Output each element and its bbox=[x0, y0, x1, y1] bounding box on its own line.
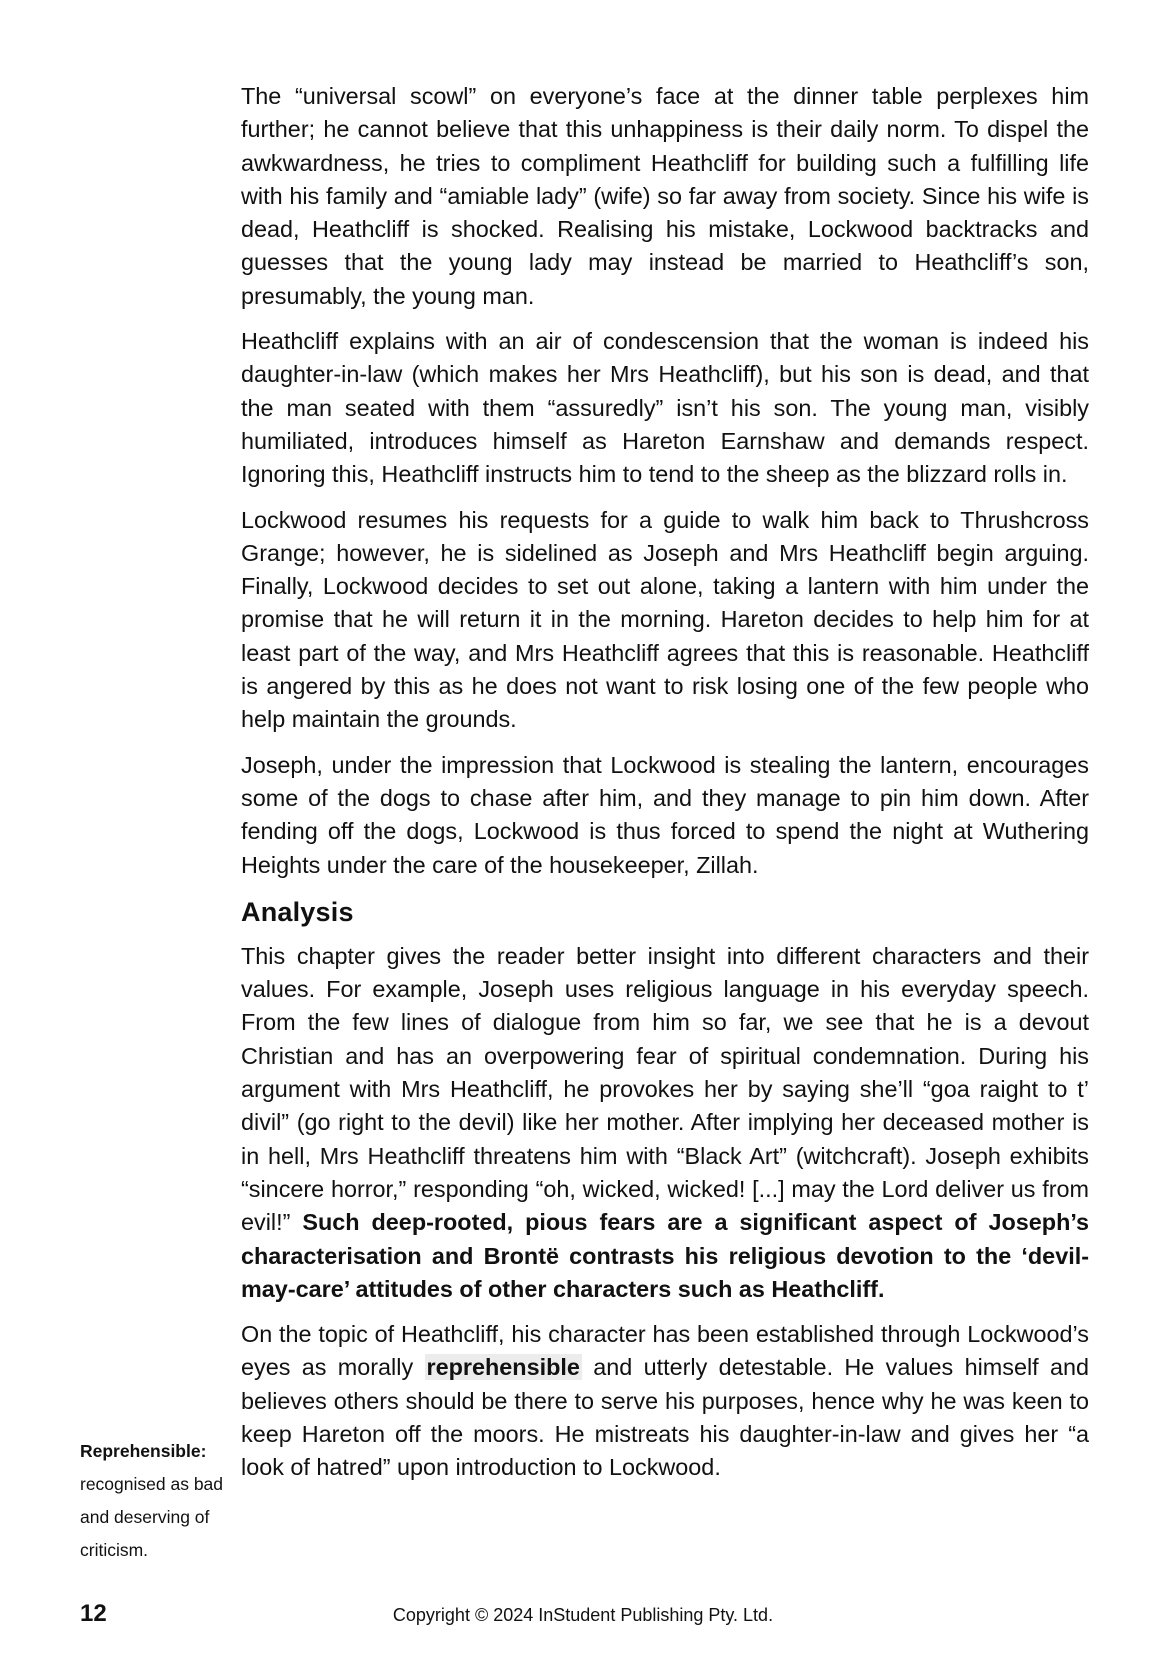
analysis-paragraph-1 bbox=[241, 940, 1089, 1306]
summary-paragraph-4: Joseph, under the impression that Lockwood is stealing the lantern, encourages some of the dogs to chase after him, and they manage to pin him down. After fending off the dogs, Lockwood is thus forced to spend the night at Wuthering Heights under the care of the housekeeper, Zillah. bbox=[241, 751, 1089, 878]
analysis-paragraph-2-before: On the topic of Heathcliff, his character has been established through Lockwood’s eyes as morally bbox=[241, 1321, 1089, 1381]
summary-paragraph-1: The “universal scowl” on everyone’s face at the dinner table perplexes him further; he cannot believe that this unhappiness is their daily norm. To dispel the awkwardness, he tries to compliment Heathcliff for building such a fulfilling life with his family and “amiable lady” (wife) so far away from society. Since his wife is dead, Heathcliff is shocked. Realising his mistake, Lockwood backtracks and guesses that the young lady may instead be married to Heathcliff’s son, presumably, the young man. bbox=[241, 83, 1089, 309]
summary-paragraph-3: Lockwood resumes his requests for a guide to walk him back to Thrushcross Grange; however, he is sidelined as Joseph and Mrs Heathcliff begin arguing. Finally, Lockwood decides to set out alone, taking a lantern with him under the promise that he will return it in the morning. Hareton decides to help him for at least part of the way, and Mrs Heathcliff agrees that this is reasonable. Heathcliff is angered by this as he does not want to risk losing one of the few people who help maintain the grounds. bbox=[241, 506, 1089, 733]
analysis-paragraph-1-text: This chapter gives the reader better insight into different characters and their values. For example, Joseph uses religious language in his everyday speech. From the few lines of dialogue from him so far, we see that he is a devout Christian and has an overpowering fear of spiritual condemnation. During his argument with Mrs Heathcliff, he provokes her by saying she’ll “goa raight to t’ divil” (go right to the devil) like her mother. After implying her deceased mother is in hell, Mrs Heathcliff threatens him with “Black Art” (witchcraft). Joseph exhibits “sincere horror,” responding “oh, wicked, wicked! [...] may the Lord deliver us from evil!” bbox=[241, 942, 1089, 1236]
analysis-paragraph-1-bold: Such deep-rooted, pious fears are a significant aspect of Joseph’s characterisation and Brontë contrasts his religious devotion to the ‘devil-may-care’ attitudes of other characters such as Heathcliff. bbox=[241, 1209, 1089, 1302]
analysis-paragraph-2-after: and utterly detestable. He values himself and believes others should be there to serve his purposes, hence why he was keen to keep Hareton off the moors. He mistreats his daughter-in-law and gives her “a look of hatred” upon introduction to Lockwood. bbox=[241, 1354, 1090, 1481]
copyright-footer: Copyright © 2024 InStudent Publishing Pty. Ltd. bbox=[392, 1605, 774, 1625]
analysis-heading: Analysis bbox=[241, 896, 354, 927]
analysis-paragraph-2 bbox=[241, 1318, 1089, 1484]
highlighted-term-reprehensible: reprehensible bbox=[426, 1354, 580, 1381]
glossary-term: Reprehensible: bbox=[80, 1441, 207, 1461]
summary-paragraph-2: Heathcliff explains with an air of condescension that the woman is indeed his daughter-in-law (which makes her Mrs Heathcliff), but his son is dead, and that the man seated with them “assuredly” isn’t his son. The young man, visibly humiliated, introduces himself as Hareton Earnshaw and demands respect. Ignoring this, Heathcliff instructs him to tend to the sheep as the blizzard rolls in. bbox=[241, 328, 1089, 488]
glossary-sidenote bbox=[80, 1435, 238, 1567]
glossary-definition: recognised as bad and deserving of criticism. bbox=[80, 1474, 224, 1560]
page-number: 12 bbox=[80, 1600, 107, 1627]
main-content bbox=[241, 80, 1089, 1497]
